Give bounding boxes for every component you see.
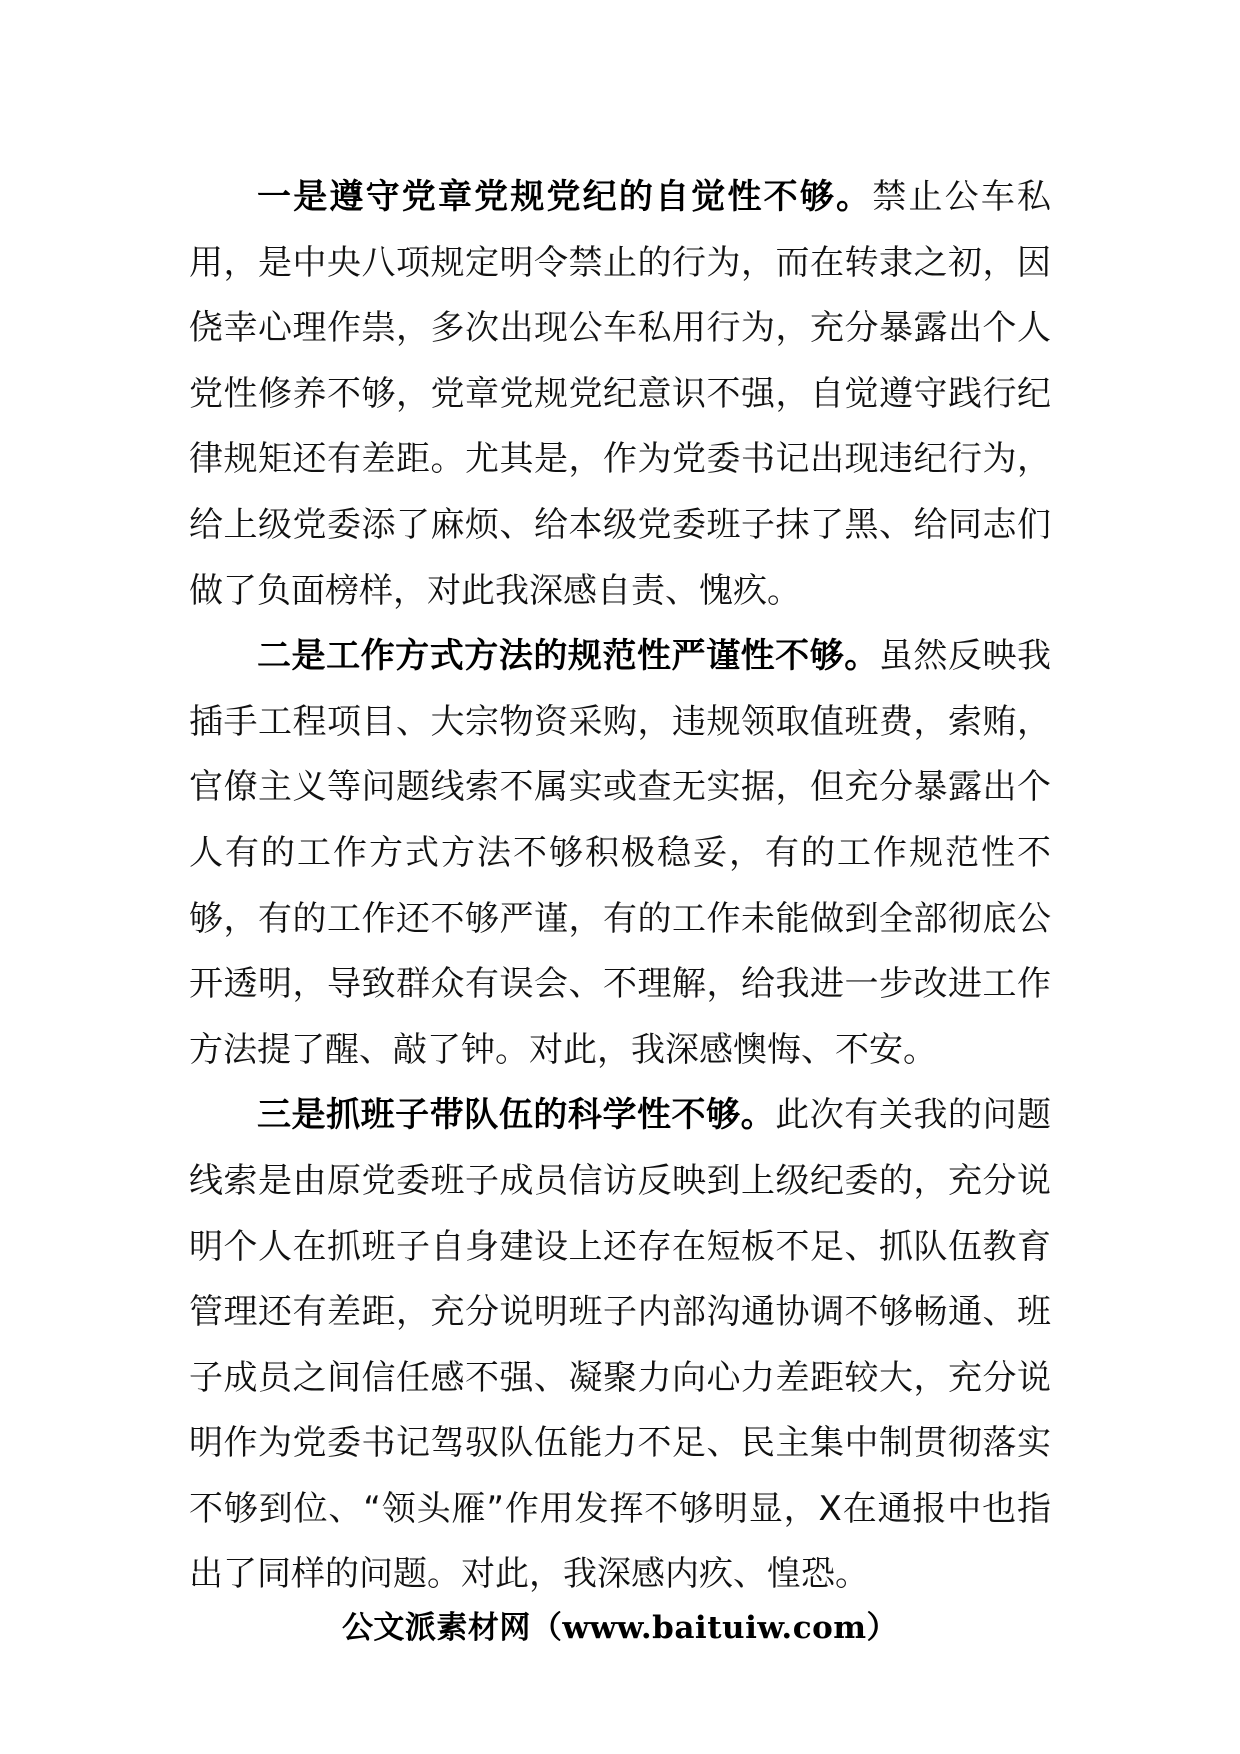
paragraph-1 [189, 165, 1051, 624]
document-body [189, 165, 1051, 1608]
paragraph-1-heading: 一是遵守党章党规党纪的自觉性不够。 [257, 177, 873, 217]
paragraph-2 [189, 624, 1051, 1083]
paragraph-3-heading: 三是抓班子带队伍的科学性不够。 [257, 1095, 776, 1136]
paragraph-3-text: 此次有关我的问题线索是由原党委班子成员信访反映到上级纪委的，充分说明个人在抓班子自身建设上还存在短板不足、抓队伍教育管理还有差距，充分说明班子内部沟通协调不够畅通、班子成员之间信任感不强、凝聚力向心力差距较大，充分说明作为党委书记驾驭队伍能力不足、民主集中制贯彻落实不够到位、“领头雁”作用发挥不够明显，X在通报中也指出了同样的问题。对此，我深感内疚、惶恐。 [189, 1095, 1052, 1595]
paragraph-3 [189, 1083, 1051, 1608]
paragraph-1-text: 禁止公车私用，是中央八项规定明令禁止的行为，而在转隶之初，因侥幸心理作祟，多次出现公车私用行为，充分暴露出个人党性修养不够，党章党规党纪意识不强，自觉遵守践行纪律规矩还有差距。尤其是，作为党委书记出现违纪行为，给上级党委添了麻烦、给本级党委班子抹了黑、给同志们做了负面榜样，对此我深感自责、愧疚。 [189, 177, 1052, 611]
paragraph-2-heading: 二是工作方式方法的规范性严谨性不够。 [257, 636, 879, 677]
paragraph-2-text: 虽然反映我插手工程项目、大宗物资采购，违规领取值班费，索贿，官僚主义等问题线索不属实或查无实据，但充分暴露出个人有的工作方式方法不够积极稳妥，有的工作规范性不够，有的工作还不够严谨，有的工作未能做到全部彻底公开透明，导致群众有误会、不理解，给我进一步改进工作方法提了醒、敲了钟。对此，我深感懊悔、不安。 [189, 636, 1052, 1070]
source-footer: 公文派素材网（www.baituiw.com） [341, 1610, 899, 1646]
